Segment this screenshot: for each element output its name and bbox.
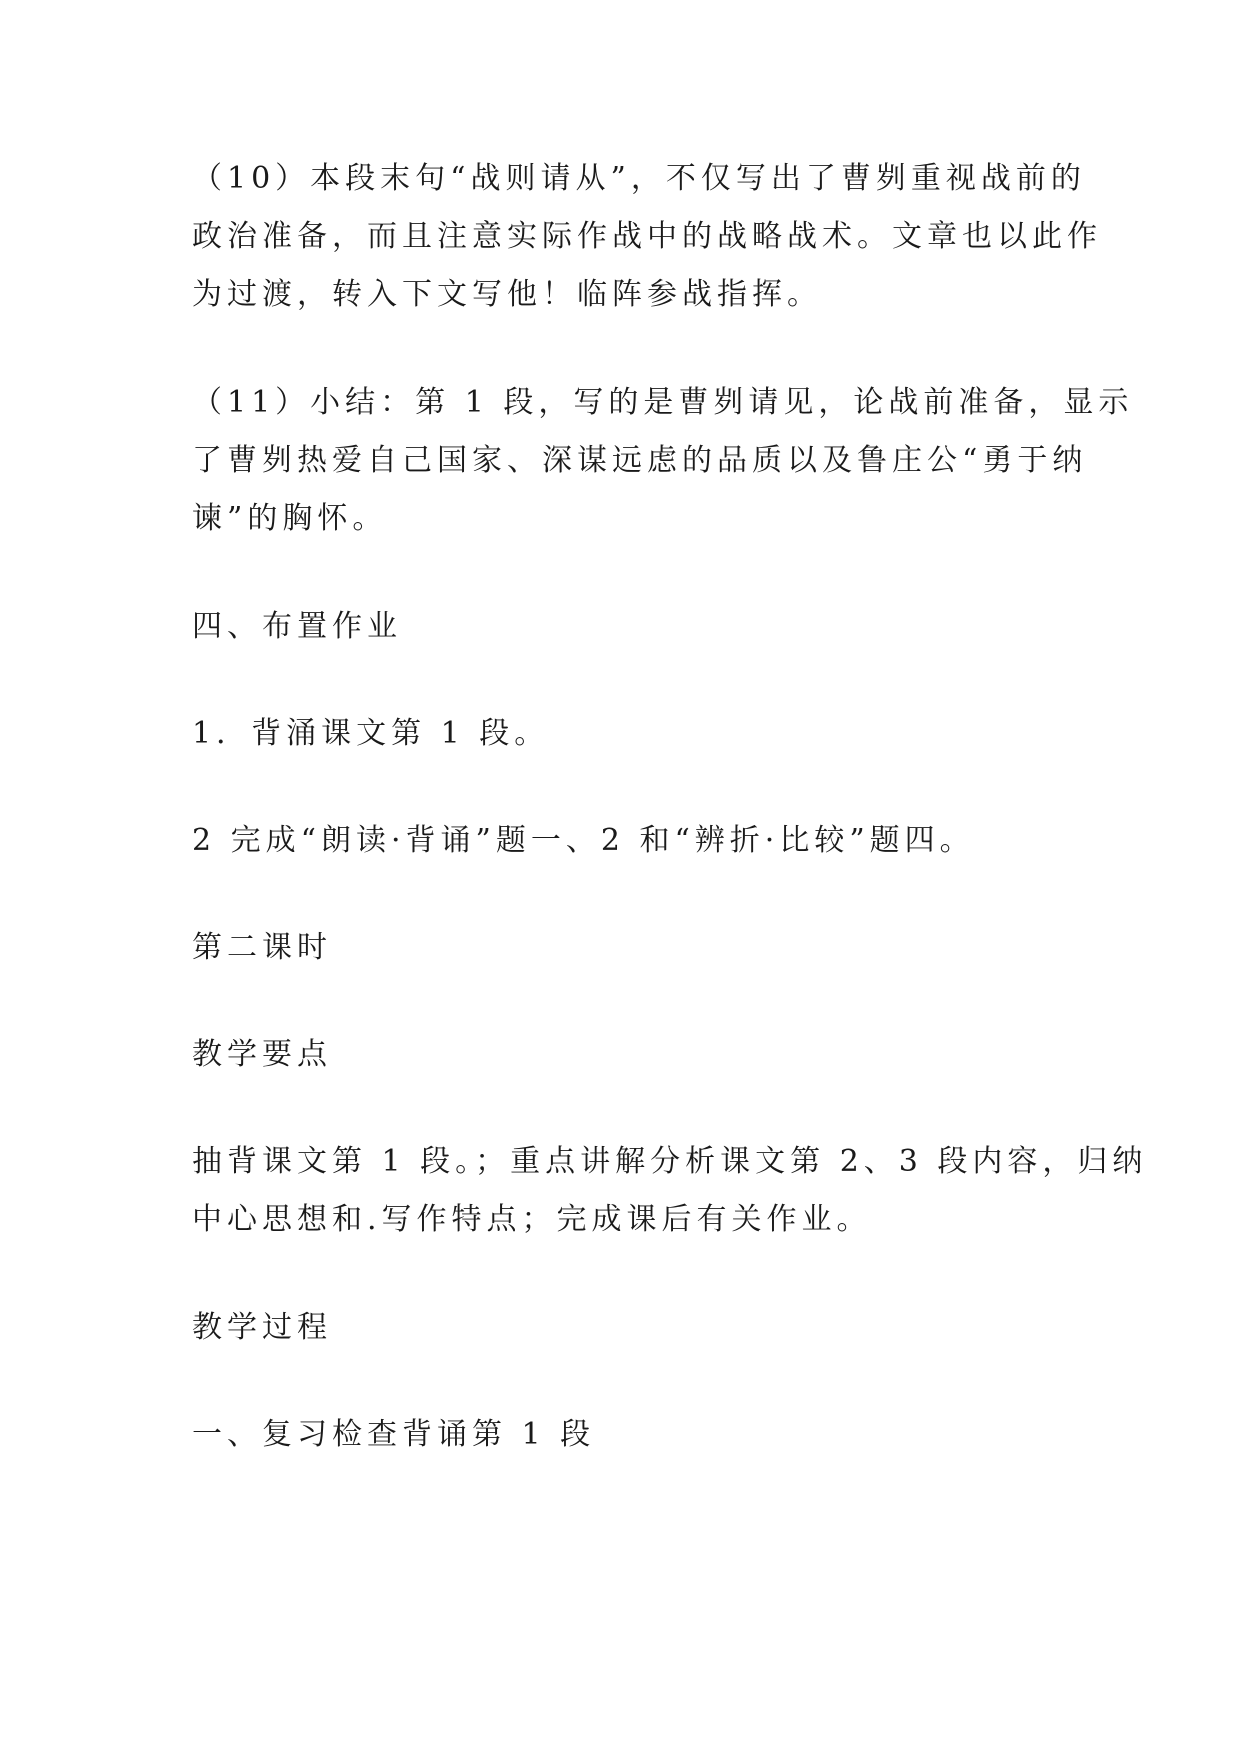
step-review xyxy=(192,1406,1062,1464)
text-line: 为过渡，转入下文写他！临阵参战指挥。 xyxy=(192,277,822,312)
text-line: （11）小结：第 1 段，写的是曹刿请见，论战前准备，显示 xyxy=(192,385,1134,420)
heading-teaching-points xyxy=(192,1026,1062,1084)
homework-item-1 xyxy=(192,705,1062,763)
text-line: 抽背课文第 1 段。；重点讲解分析课文第 2、3 段内容，归纳 xyxy=(192,1144,1148,1179)
text-line: 了曹刿热爱自己国家、深谋远虑的品质以及鲁庄公“勇于纳 xyxy=(192,443,1088,478)
text-line: 教学过程 xyxy=(192,1310,332,1345)
heading-teaching-process xyxy=(192,1299,1062,1357)
text-line: 谏”的胸怀。 xyxy=(192,501,388,536)
text-line: （10）本段末句“战则请从”，不仅写出了曹刿重视战前的 xyxy=(192,161,1086,196)
text-line: 第二课时 xyxy=(192,930,332,965)
text-line: 四、布置作业 xyxy=(192,609,402,644)
homework-item-2 xyxy=(192,812,1062,870)
text-line: 1．背涌课文第 1 段。 xyxy=(192,716,550,751)
text-line: 政治准备，而且注意实际作战中的战略战术。文章也以此作 xyxy=(192,219,1102,254)
paragraph-note-11 xyxy=(192,374,1134,548)
text-line: 一、复习检查背诵第 1 段 xyxy=(192,1417,596,1452)
paragraph-teaching-points xyxy=(192,1133,1148,1249)
text-line: 2 完成“朗读·背诵”题一、2 和“辨折·比较”题四。 xyxy=(192,823,975,858)
section-heading-homework xyxy=(192,598,1062,656)
text-line: 中心思想和.写作特点；完成课后有关作业。 xyxy=(192,1202,872,1237)
lesson-heading-second xyxy=(192,919,1062,977)
text-line: 教学要点 xyxy=(192,1037,332,1072)
paragraph-note-10 xyxy=(192,150,1102,324)
